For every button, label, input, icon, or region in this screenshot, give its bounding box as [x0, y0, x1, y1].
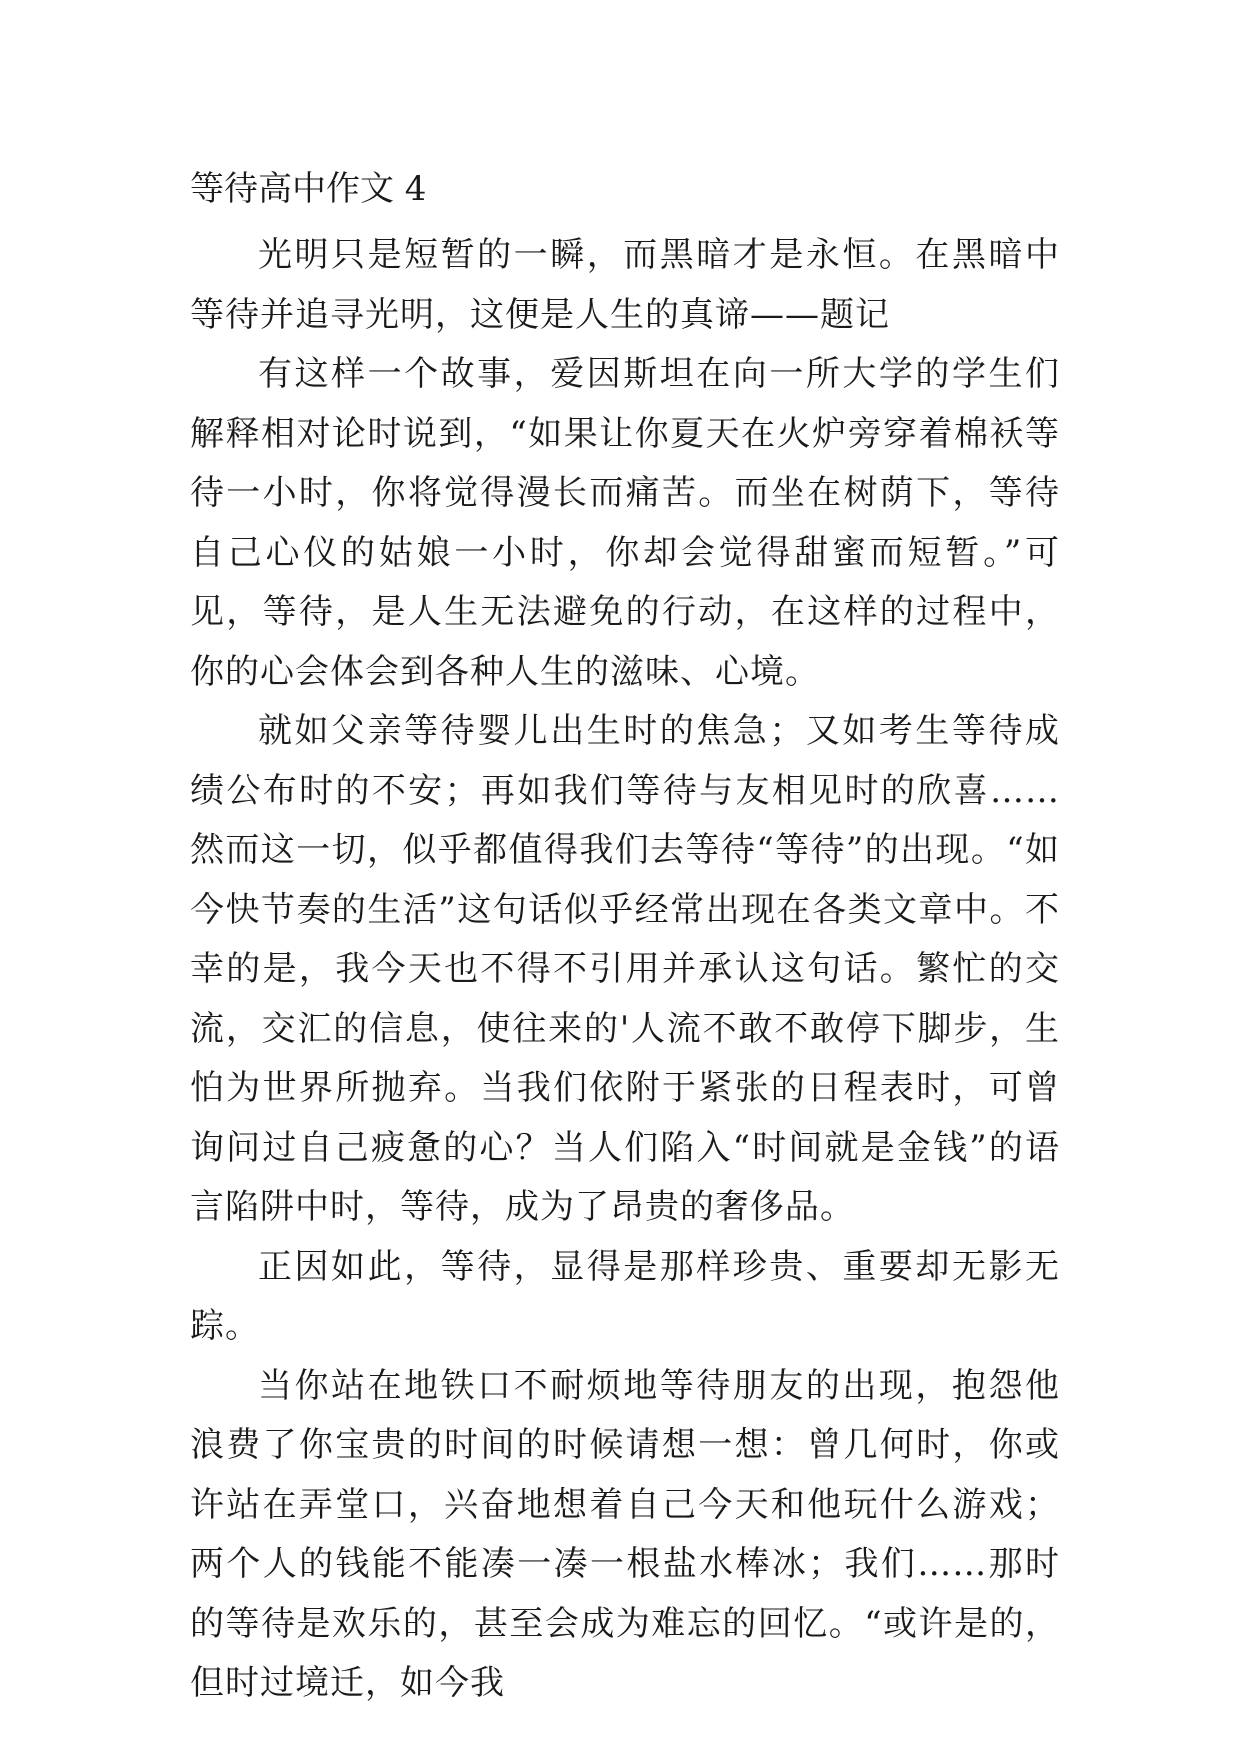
paragraph-epigraph: 光明只是短暂的一瞬，而黑暗才是永恒。在黑暗中等待并追寻光明，这便是人生的真谛——题记: [190, 235, 1060, 335]
paragraph-einstein-story: 有这样一个故事，爱因斯坦在向一所大学的学生们解释相对论时说到，“如果让你夏天在火炉旁穿着棉袄等待一小时，你将觉得漫长而痛苦。而坐在树荫下，等待自己心仪的姑娘一小时，你却会觉得甜蜜而短暂。”可见，等待，是人生无法避免的行动，在这样的过程中，你的心会体会到各种人生的滋味、心境。: [190, 354, 1060, 692]
paragraph-waiting-examples: 就如父亲等待婴儿出生时的焦急；又如考生等待成绩公布时的不安；再如我们等待与友相见时的欣喜……然而这一切，似乎都值得我们去等待“等待”的出现。“如今快节奏的生活”这句话似乎经常出现在各类文章中。不幸的是，我今天也不得不引用并承认这句话。繁忙的交流，交汇的信息，使往来的'人流不敢不敢停下脚步，生怕为世界所抛弃。当我们依附于紧张的日程表时，可曾询问过自己疲惫的心？当人们陷入“时间就是金钱”的语言陷阱中时，等待，成为了昂贵的奢侈品。: [190, 711, 1060, 1227]
paragraph-precious-waiting: 正因如此，等待，显得是那样珍贵、重要却无影无踪。: [190, 1246, 1060, 1346]
document-body: [190, 160, 1060, 1714]
paragraph-subway-memory: 当你站在地铁口不耐烦地等待朋友的出现，抱怨他浪费了你宝贵的时间的时候请想一想：曾几何时，你或许站在弄堂口，兴奋地想着自己今天和他玩什么游戏；两个人的钱能不能凑一凑一根盐水棒冰；我们……那时的等待是欢乐的，甚至会成为难忘的回忆。“或许是的，但时过境迁，如今我: [190, 1365, 1060, 1703]
document-title: 等待高中作文 4: [190, 169, 427, 209]
